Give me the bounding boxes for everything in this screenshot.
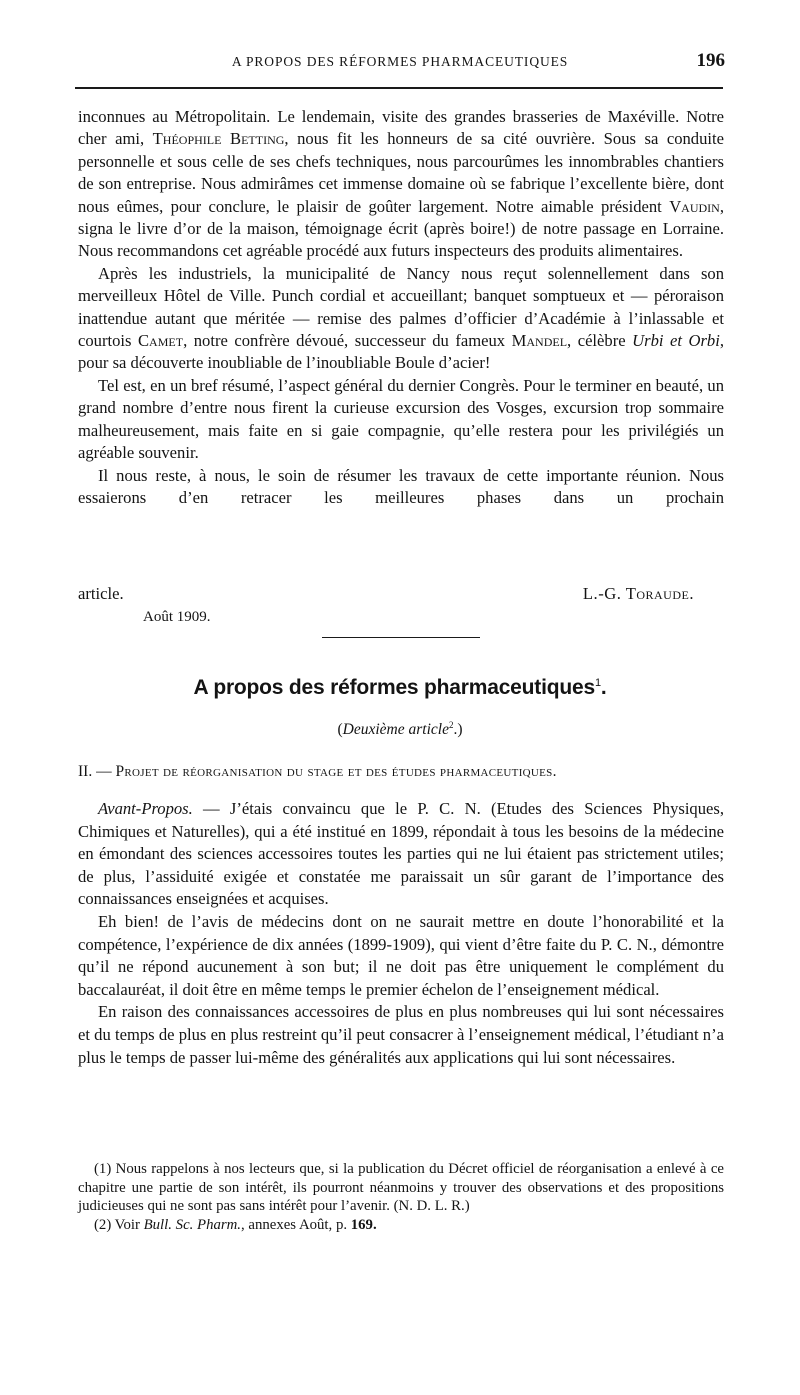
title-text: A propos des réformes pharmaceutiques	[193, 676, 595, 699]
author-signature: L.-G. Toraude.	[582, 584, 694, 603]
italic-title: Urbi et Orbi	[632, 331, 720, 351]
person-name: Mandel	[511, 331, 568, 351]
article-subtitle: (Deuxième article$^2$.)	[337, 720, 463, 739]
lead-in: Avant-Propos.	[98, 799, 193, 818]
section-numeral: II. —	[78, 763, 116, 780]
paragraph: En raison des connaissances accessoires de plus en plus nombreuses qui lui sont nécessaires et du temps de plus en plus restreint qu’il peut consacrer à l’enseignement médical, l’étudiant n’a plus le temps de passer lui-même des généralités aux applications qui lui sont nécessaires.	[78, 1002, 724, 1067]
person-name: Vaudin	[669, 196, 720, 216]
footnote-1: (1) Nous rappelons à nos lecteurs que, si la publication du Décret officiel de réorganisation a enlevé à ce chapitre une partie de son intérêt, ils pourront néanmoins y trouver des observations et des propositions judicieuses qui ne sont pas sans intérêt pour l’avenir. (N. D. L. R.)	[78, 1161, 724, 1215]
text-run: — J’étais convaincu que le P. C. N. (Etudes des Sciences Physiques, Chimiques et Naturelles), qui a été institué en 1899, répondait à tous les besoins de la médecine en émondant des sciences accessoires toutes les parties qui ne lui étaient pas strictement utiles; de plus, l’assiduité exigée et constatée me paraissait un sûr garant de l’importance des connaissances enseignées et acquises.	[78, 799, 724, 909]
text-run: Après les industriels, la municipalité de Nancy nous reçut solennellement dans son merveilleux Hôtel de Ville. Punch cordial et accueillant; banquet somptueux et — péroraison inattendue autant que méritée — remise des palmes d’officier d’Académie à l’inlassable et courtois	[78, 263, 724, 351]
footnote-mark: 1	[594, 677, 601, 689]
text-run: , célèbre	[567, 331, 633, 351]
text-run: (2) Voir	[94, 1216, 144, 1233]
footnote-2	[78, 1216, 724, 1235]
section-divider	[322, 637, 480, 638]
first-article-body	[78, 106, 724, 509]
text-run: , signa le livre d’or de la maison, témoignage écrit (après boire!) de notre passage en Lorraine. Nous recommandons cet agréable procédé aux futurs inspecteurs des produits alimentaires.	[78, 196, 724, 261]
text-run: , nous fit les honneurs de sa cité ouvrière. Sous sa conduite personnelle et sous celle de ses chefs techniques, nous parcourûmes les innombrables chantiers de son entreprise. Nous admirâmes cet immense domaine où se fabrique l’excellente bière, dont nous eûmes, pour conclure, le plaisir de goûter largement. Notre aimable président	[78, 129, 724, 216]
paragraph: Tel est, en un bref résumé, l’aspect général du dernier Congrès. Pour le terminer en beauté, un grand nombre d’entre nous firent la curieuse excursion des Vosges, excursion trop sommaire malheureusement, mais faite en si gaie compagnie, qu’elle restera pour les privilégiés un agréable souvenir.	[78, 375, 724, 463]
article-title: A propos des réformes pharmaceutiques$^1$.	[193, 676, 607, 699]
signature-row	[78, 584, 724, 606]
paragraph	[78, 106, 724, 263]
second-article-body	[78, 798, 724, 1069]
footnotes	[78, 1160, 724, 1234]
person-name: Camet	[137, 331, 184, 351]
page-number: 196	[696, 50, 725, 71]
page-reference: 169.	[350, 1216, 377, 1233]
section-heading	[78, 763, 738, 781]
paragraph: Eh bien! de l’avis de médecins dont on ne saurait mettre en doute l’honorabilité et la compétence, l’expérience de dix années (1899-1909), qui vient d’être faite du P. C. N., démontre qu’il ne répond aucunement à son but; il ne doit pas être uniquement le complément du baccalauréat, il doit être en même temps le premier échelon de l’enseignement médical.	[78, 911, 724, 999]
closing-word: article.	[78, 584, 124, 603]
subtitle-text: Deuxième article	[342, 721, 449, 739]
dateline: Août 1909.	[143, 609, 211, 625]
journal-title: Bull. Sc. Pharm.	[143, 1216, 242, 1233]
paragraph	[78, 263, 724, 375]
running-title: A PROPOS DES RÉFORMES PHARMACEUTIQUES	[231, 54, 569, 69]
text-run: , pour sa découverte inoubliable de l’inoubliable Boule d’acier!	[78, 331, 724, 373]
header-rule	[75, 87, 723, 89]
footnote-mark: 2	[448, 720, 454, 730]
person-name: Théophile Betting	[152, 129, 285, 149]
paragraph	[78, 798, 724, 911]
running-head	[75, 50, 725, 74]
text-run: inconnues au Métropolitain. Le lendemain, visite des grandes brasseries de Maxéville. Notre cher ami,	[78, 107, 724, 149]
text-run: , annexes Août, p.	[241, 1216, 351, 1233]
section-heading-text: Projet de réorganisation du stage et des études pharmaceutiques.	[115, 763, 557, 780]
paragraph: Il nous reste, à nous, le soin de résumer les travaux de cette importante réunion. Nous essaierons d’en retracer les meilleures phases dans un prochain	[78, 465, 724, 507]
text-run: , notre confrère dévoué, successeur du fameux	[183, 331, 512, 351]
